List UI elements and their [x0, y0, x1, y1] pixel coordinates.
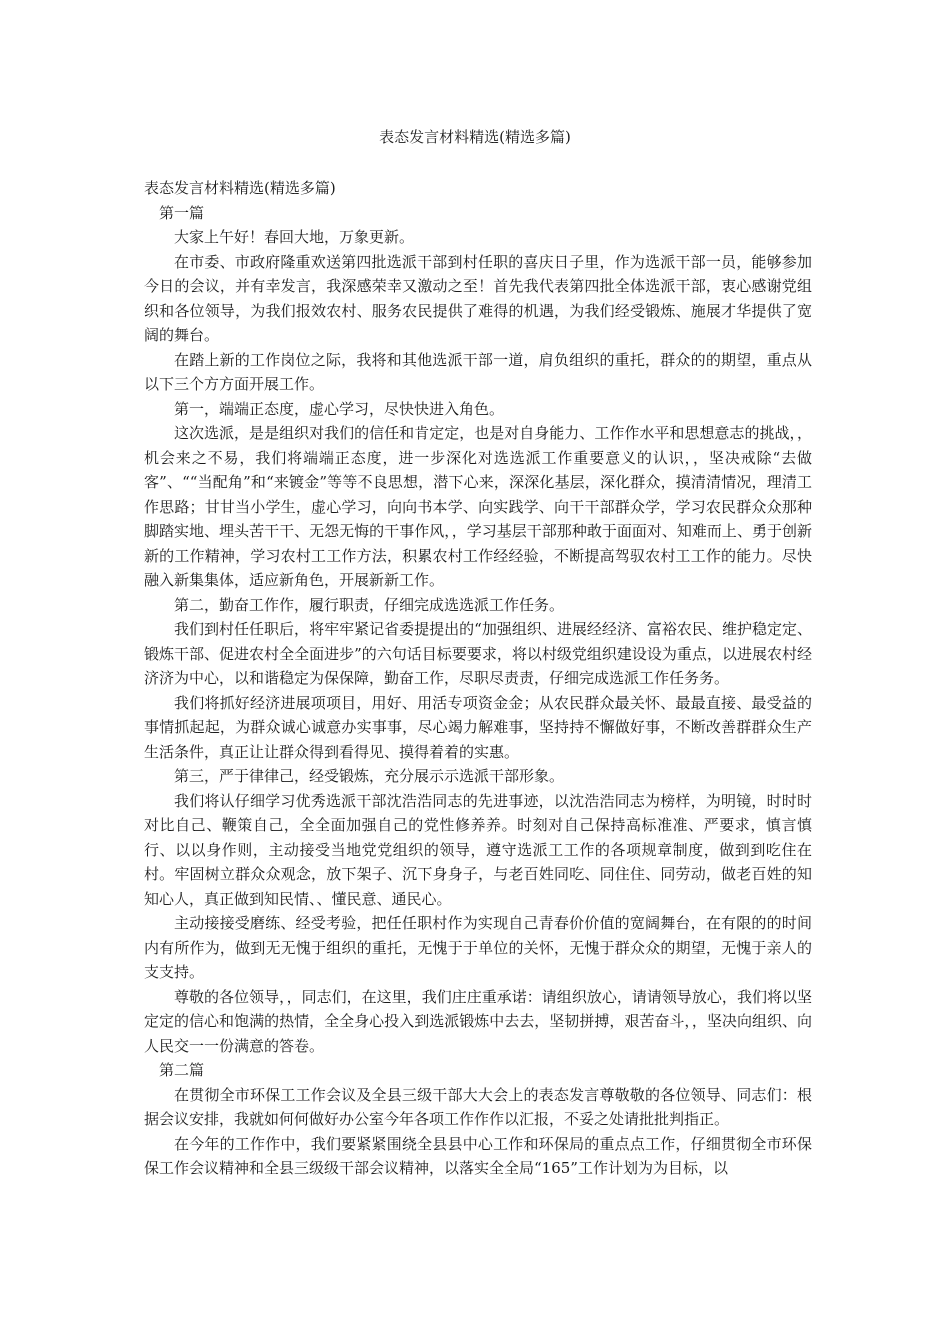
- paragraph: 第二，勤奋工作作，履行职责，仔细完成选选派工作任务。: [174, 595, 565, 614]
- paragraph: 我们到村任任职后，将牢牢紧记省委提提出的“加强组织、进展经经济、富裕农民、维护稳定定、锻炼干部、促进农村全全面进步”的六句话目标要要求，将以村级党组织建设设为重点，以进展农村经济济为中心，以和谐稳定为保保障，勤奋工作，尽职尽责责，仔细完成选派工作任务务。: [144, 620, 812, 687]
- paragraph: 这次选派，是是组织对我们的信任和肯定定，也是对自身能力、工作作水平和思想意志的挑战，，机会来之不易，我们将端端正态度，进一步深化对选选派工作重要意义的认识，，坚决戒除“去做客”、““当配角”和“来镀金”等等不良思想，潜下心来，深深化基层，深化群众，摸清清情况，理清工作思路；甘甘当小学生，虚心学习，向向书本学、向实践学、向干干部群众学，学习农民群众众那种脚踏实地、埋头苦干干、无怨无悔的干事作风，，学习基层干部那种敢于面面对、知难而上、勇于创新新的工作精神，学习农村工工作方法，积累农村工作经经验，不断提高驾驭农村工工作的能力。尽快融入新集集体，适应新角色，开展新新工作。: [144, 424, 812, 589]
- paragraph: 我们将抓好经济进展项项目，用好、用活专项资金金；从农民群众最关怀、最最直接、最受益的事情抓起起，为群众诚心诚意办实事事，尽心竭力解难事，坚持持不懈做好事，不断改善群群众生产生活条件，真正让让群众得到看得见、摸得着着的实惠。: [144, 693, 812, 761]
- document-subtitle: 表态发言材料精选(精选多篇): [144, 179, 336, 197]
- section-heading-2: 第二篇: [159, 1061, 205, 1079]
- paragraph: 在今年的工作作中，我们要紧紧围绕全县县中心工作和环保局的重点点工作，仔细贯彻全市环保保工作会议精神和全县三级级干部会议精神，以落实全全局“165”工作计划为为目标，以: [144, 1134, 812, 1177]
- paragraph: 在踏上新的工作岗位之际，我将和其他选派干部一道，肩负组织的重托，群众的的期望，重点从以下三个方方面开展工作。: [144, 350, 812, 393]
- section-heading-1: 第一篇: [159, 203, 205, 222]
- paragraph: 我们将认仔细学习优秀选派干部沈浩浩同志的先进事迹，以沈浩浩同志为榜样，为明镜，时时时对比自己、鞭策自己，全全面加强自己的党性修养养。时刻对自己保持高标准准、严要求，慎言慎行、以以身作则，主动接受当地党党组织的领导，遵守选派工工作的各项规章制度，做到到吃住在村。牢固树立群众众观念，放下架子、沉下身身子，与老百姓同吃、同住住、同劳动，做老百姓的知知心人，真正做到知民情、、懂民意、通民心。: [144, 791, 812, 908]
- paragraph: 主动接接受磨练、经受考验，把任任职村作为实现自己青春价价值的宽阔舞台，在有限的的时间内有所作为，做到无无愧于组织的重托，无愧于于单位的关怀，无愧于群众众的期望，无愧于亲人的支支持。: [144, 914, 812, 981]
- paragraph: 在市委、市政府隆重欢送第四批选派干部到村任职的喜庆日子里，作为选派干部一员，能够参加今日的会议，并有幸发言，我深感荣幸又激动之至！首先我代表第四批全体选派干部，衷心感谢党组织和各位领导，为我们报效农村、服务农民提供了难得的机遇，为我们经受锻炼、施展才华提供了宽阔的舞台。: [144, 252, 812, 344]
- paragraph: 尊敬的各位领导，，同志们，在这里，我们庄庄重承诺：请组织放心，请请领导放心，我们将以坚定定的信心和饱满的热情，全全身心投入到选派锻炼中去去，坚韧拼搏，艰苦奋斗，，坚决向组织、向人民交一一份满意的答卷。: [144, 987, 812, 1055]
- document-body: [144, 176, 812, 1181]
- paragraph: 第一，端端正态度，虚心学习，尽快快进入角色。: [174, 399, 505, 418]
- paragraph: 大家上午好！春回大地，万象更新。: [174, 228, 415, 246]
- page-title: 表态发言材料精选(精选多篇): [379, 128, 571, 146]
- paragraph: 在贯彻全市环保工工作会议及全县三级干部大大会上的表态发言尊敬敬的各位领导、同志们：根据会议安排，我就如何何做好办公室今年各项工作作作以汇报，不妥之处请批批判指正。: [144, 1085, 812, 1128]
- paragraph: 第三，严于律律己，经受锻炼，充分展示示选派干部形象。: [174, 767, 565, 785]
